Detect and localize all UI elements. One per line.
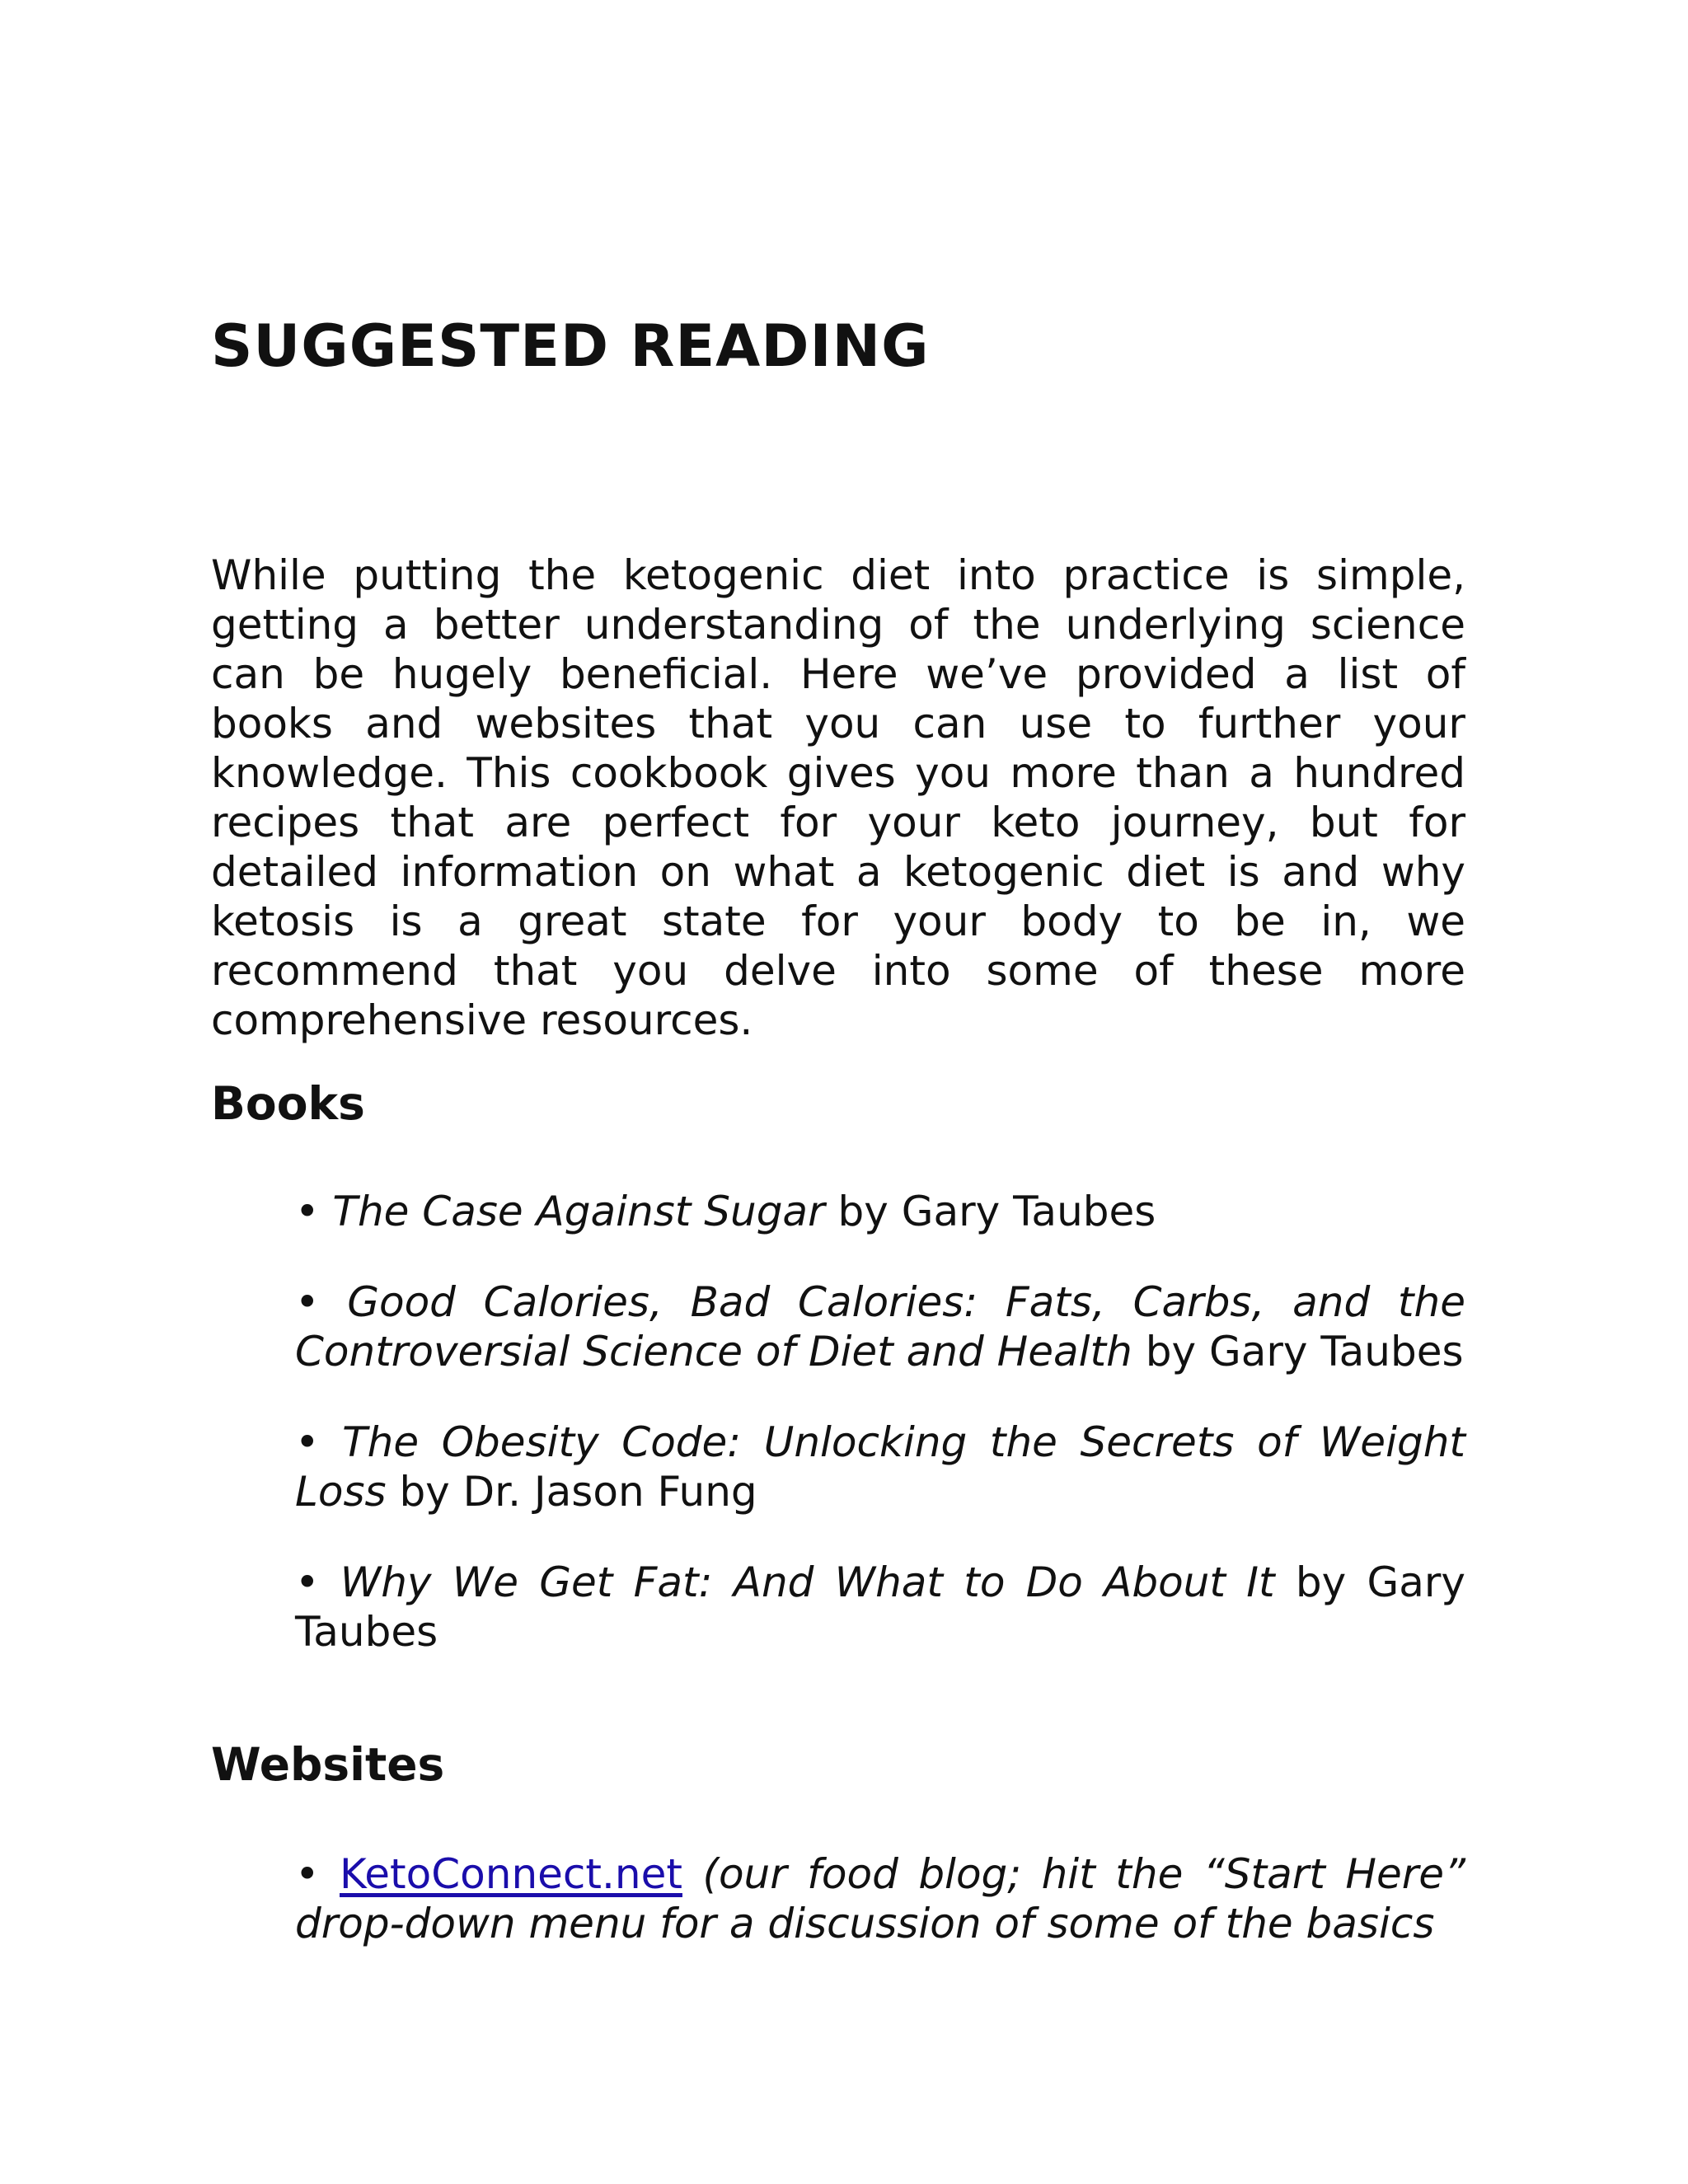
website-item <box>295 1849 1465 1948</box>
websites-list <box>295 1849 1465 1990</box>
bullet: • <box>295 1188 320 1235</box>
book-title: The Case Against Sugar <box>332 1188 825 1235</box>
websites-heading: Websites <box>211 1738 445 1791</box>
page-title: SUGGESTED READING <box>211 312 930 380</box>
book-author: by Gary Taubes <box>1132 1328 1464 1376</box>
ketoconnect-link[interactable]: KetoConnect.net <box>340 1850 682 1898</box>
bullet: • <box>295 1558 320 1606</box>
books-list <box>295 1187 1465 1698</box>
bullet: • <box>295 1278 320 1326</box>
intro-paragraph: While putting the ketogenic diet into practice is simple, getting a better understanding of the underlying science can be hugely beneficial. Here we’ve provided a list of books and websites that you can use to further your knowledge. This cookbook gives you more than a hundred recipes that are perfect for your keto journey, but for detailed information on what a ketogenic diet is and why ketosis is a great state for your body to be in, we recommend that you delve into some of these more comprehensive resources. <box>211 551 1465 1044</box>
books-heading: Books <box>211 1077 365 1130</box>
book-item <box>295 1558 1465 1657</box>
book-author: by Gary Taubes <box>824 1188 1156 1235</box>
book-author: by Dr. Jason Fung <box>386 1468 757 1516</box>
website-note: (our food blog; hit the “Start Here” drop-down menu for a discussion of some of the basics <box>295 1850 1465 1947</box>
book-item <box>295 1187 1465 1236</box>
book-title: Why We Get Fat: And What to Do About It <box>340 1558 1275 1606</box>
bullet: • <box>295 1418 320 1466</box>
book-item <box>295 1418 1465 1516</box>
book-author: by Gary Taubes <box>295 1558 1465 1656</box>
bullet: • <box>295 1850 320 1898</box>
book-title: The Obesity Code: Unlocking the Secrets of Weight Loss <box>295 1418 1465 1516</box>
book-item <box>295 1277 1465 1376</box>
book-title: Good Calories, Bad Calories: Fats, Carbs, and the Controversial Science of Diet and Health <box>295 1278 1465 1376</box>
